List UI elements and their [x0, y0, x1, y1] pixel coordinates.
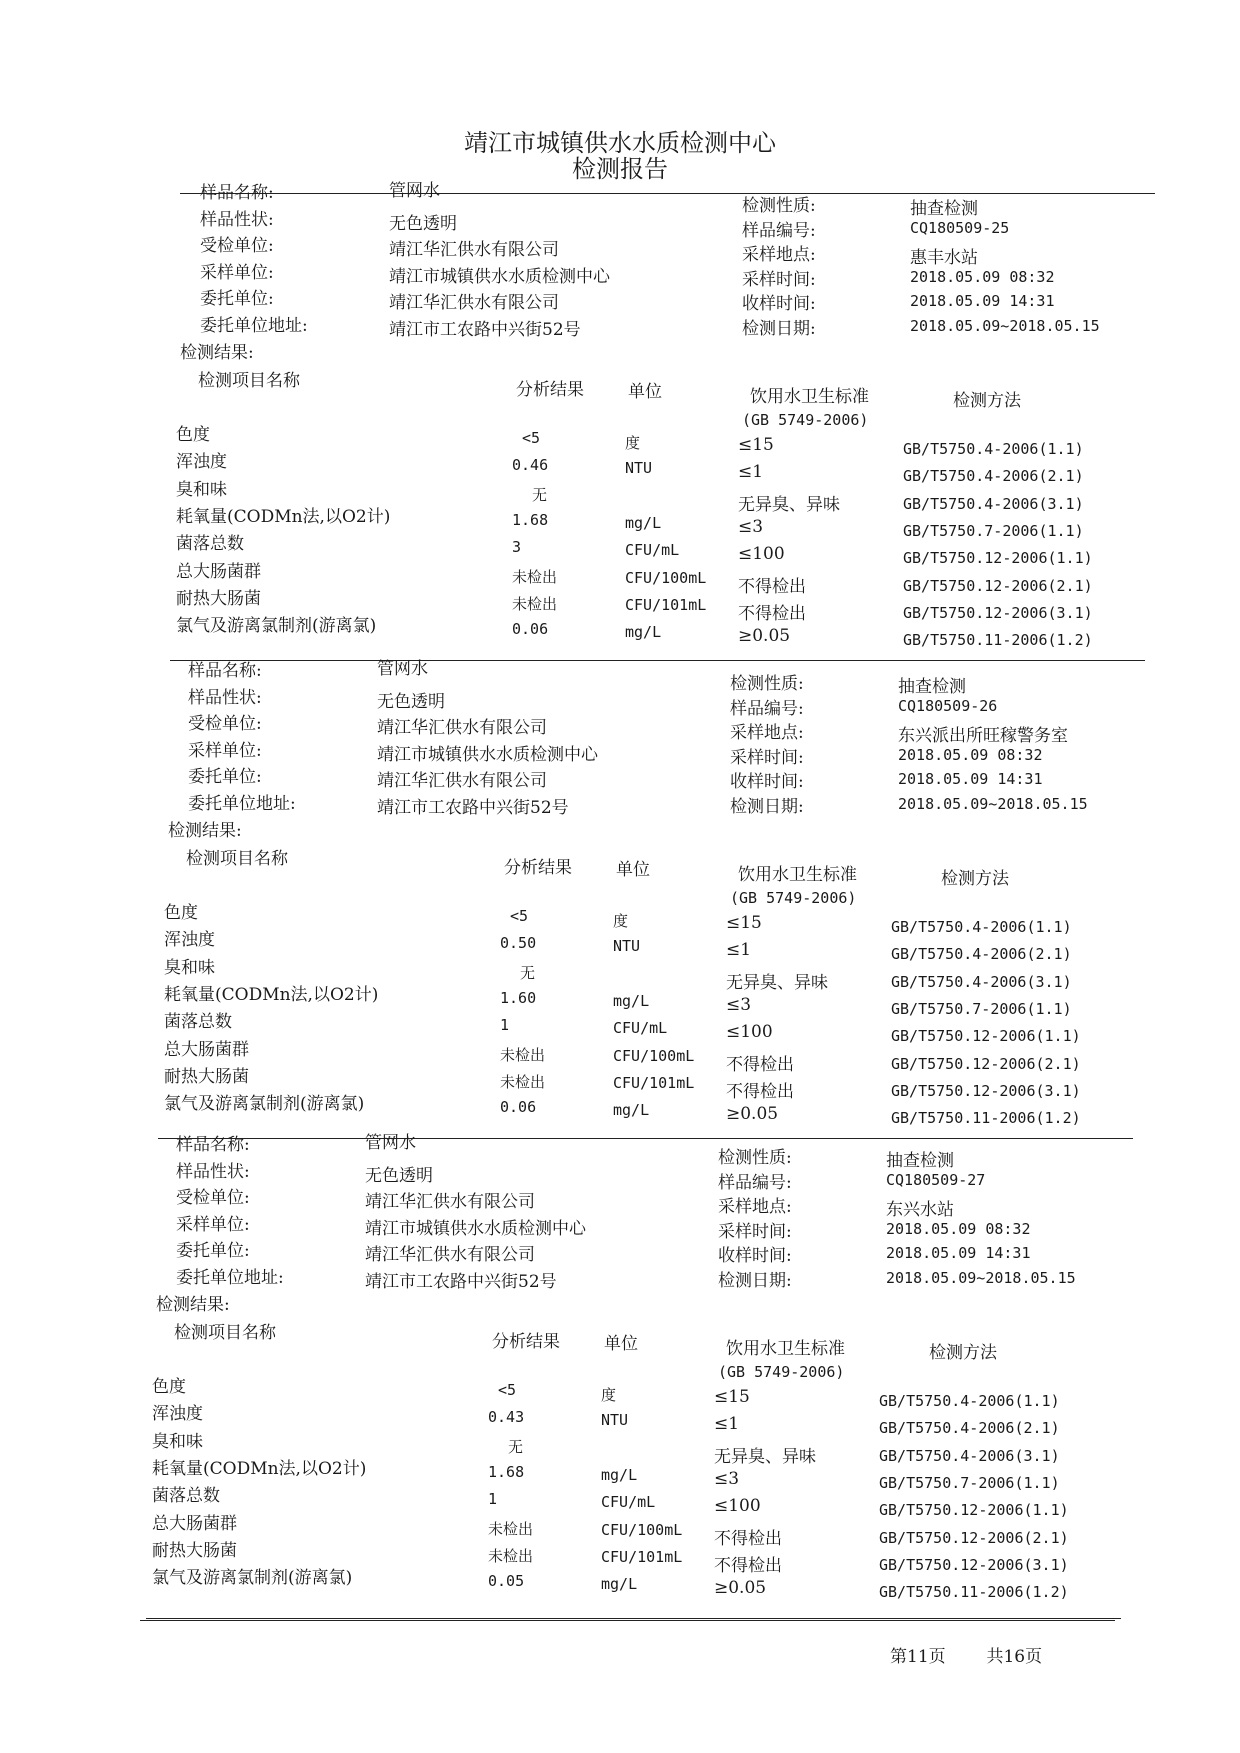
table-row-standard: ≤1 — [726, 940, 752, 961]
sampling-time-label: 采样时间: — [718, 1221, 792, 1242]
table-row-result: 无 — [508, 1437, 524, 1456]
entrust-unit-label: 委托单位: — [200, 289, 274, 309]
sample-state-label: 样品性状: — [176, 1161, 250, 1182]
sample-number-label: 样品编号: — [718, 1172, 792, 1193]
table-row-item: 浑浊度 — [164, 930, 215, 951]
test-date-value: 2018.05.09~2018.05.15 — [886, 1268, 1076, 1287]
sample-number-label: 样品编号: — [730, 698, 804, 719]
sampling-unit-label: 采样单位: — [188, 740, 262, 761]
col-header-method: 检测方法 — [929, 1343, 997, 1363]
table-row-result: 0.50 — [500, 934, 537, 953]
entrust-unit-label: 委托单位: — [188, 767, 262, 787]
table-row-standard: ≤1 — [714, 1414, 740, 1435]
col-header-standard-ref: (GB 5749-2006) — [730, 889, 857, 907]
table-row-result: 未检出 — [500, 1072, 546, 1091]
entrust-address-value: 靖江市工农路中兴街52号 — [377, 797, 569, 818]
table-row-method: GB/T5750.4-2006(2.1) — [903, 467, 1084, 486]
col-header-result: 分析结果 — [492, 1332, 560, 1352]
table-row-unit: CFU/100mL — [625, 568, 707, 587]
inspected-unit-label: 受检单位: — [200, 236, 274, 256]
sample-state-label: 样品性状: — [188, 687, 262, 708]
table-row-result: 1 — [500, 1016, 510, 1035]
table-row-unit: mg/L — [625, 513, 662, 532]
sample-number-label: 样品编号: — [742, 220, 816, 241]
table-row-standard: 不得检出 — [714, 1555, 782, 1576]
table-row-item: 浑浊度 — [176, 452, 227, 473]
table-row-method: GB/T5750.11-2006(1.2) — [891, 1109, 1081, 1128]
sample-name-value: 管网水 — [389, 181, 440, 201]
table-row-result: 未检出 — [488, 1546, 534, 1565]
table-row-item: 色度 — [176, 425, 210, 445]
sample-name-value: 管网水 — [377, 659, 428, 679]
table-row-unit: CFU/mL — [601, 1493, 656, 1512]
table-row-item: 氯气及游离氯制剂(游离氯) — [164, 1094, 365, 1115]
table-row-item: 耗氧量(CODMn法,以O2计) — [176, 506, 391, 527]
sample-name-label: 样品名称: — [176, 1135, 250, 1155]
table-row-result: 无 — [520, 963, 536, 982]
sample-number-value: CQ180509-26 — [898, 696, 998, 715]
table-row-method: GB/T5750.7-2006(1.1) — [879, 1473, 1060, 1492]
table-row-unit: mg/L — [625, 623, 662, 642]
table-row-method: GB/T5750.4-2006(1.1) — [903, 440, 1084, 458]
receive-time-value: 2018.05.09 14:31 — [898, 770, 1043, 788]
table-row-standard: 不得检出 — [738, 603, 806, 624]
table-row-standard: ≤15 — [726, 913, 762, 933]
table-row-standard: ≤1 — [738, 462, 764, 483]
entrust-address-label: 委托单位地址: — [188, 793, 296, 814]
col-header-unit: 单位 — [604, 1334, 638, 1354]
test-nature-value: 抽查检测 — [898, 677, 966, 697]
table-row-result: 0.46 — [512, 456, 549, 475]
receive-time-label: 收样时间: — [718, 1246, 792, 1266]
table-row-standard: 不得检出 — [726, 1081, 794, 1102]
sample-name-label: 样品名称: — [200, 183, 274, 203]
test-date-label: 检测日期: — [718, 1270, 792, 1291]
table-row-standard: ≤100 — [726, 1022, 773, 1043]
sampling-unit-value: 靖江市城镇供水水质检测中心 — [377, 744, 598, 765]
entrust-unit-label: 委托单位: — [176, 1241, 250, 1261]
sample-block — [0, 478, 1240, 1128]
table-row-item: 耐热大肠菌 — [176, 588, 261, 609]
table-row-method: GB/T5750.4-2006(2.1) — [891, 945, 1072, 964]
sampling-unit-value: 靖江市城镇供水水质检测中心 — [365, 1218, 586, 1239]
sample-block — [0, 0, 1240, 650]
sampling-unit-label: 采样单位: — [176, 1214, 250, 1235]
receive-time-value: 2018.05.09 14:31 — [886, 1244, 1031, 1262]
table-row-result: 1.68 — [512, 510, 549, 529]
table-row-unit: mg/L — [601, 1575, 638, 1594]
table-row-result: 1 — [488, 1490, 498, 1509]
table-row-item: 耐热大肠菌 — [164, 1066, 249, 1087]
table-row-method: GB/T5750.12-2006(3.1) — [903, 603, 1093, 622]
table-row-standard: 无异臭、异味 — [714, 1446, 816, 1467]
sampling-site-label: 采样地点: — [718, 1197, 792, 1217]
table-row-item: 氯气及游离氯制剂(游离氯) — [152, 1568, 353, 1589]
table-row-unit: CFU/101mL — [625, 595, 707, 614]
table-row-unit: mg/L — [601, 1465, 638, 1484]
table-row-item: 菌落总数 — [164, 1012, 232, 1033]
test-date-value: 2018.05.09~2018.05.15 — [898, 794, 1088, 813]
table-row-standard: 不得检出 — [726, 1054, 794, 1075]
sample-name-label: 样品名称: — [188, 661, 262, 681]
sample-block — [0, 952, 1240, 1602]
entrust-unit-value: 靖江华汇供水有限公司 — [389, 293, 559, 313]
table-row-method: GB/T5750.4-2006(3.1) — [891, 972, 1072, 991]
table-row-standard: ≤15 — [738, 435, 774, 455]
inspected-unit-label: 受检单位: — [188, 714, 262, 734]
sample-name-value: 管网水 — [365, 1133, 416, 1153]
table-row-result: <5 — [522, 429, 541, 447]
table-row-method: GB/T5750.4-2006(3.1) — [879, 1446, 1060, 1465]
table-row-unit: NTU — [601, 1411, 629, 1430]
table-row-result: <5 — [510, 907, 529, 925]
inspected-unit-label: 受检单位: — [176, 1188, 250, 1208]
entrust-address-value: 靖江市工农路中兴街52号 — [389, 319, 581, 340]
inspected-unit-value: 靖江华汇供水有限公司 — [377, 718, 547, 738]
table-row-method: GB/T5750.11-2006(1.2) — [879, 1583, 1069, 1602]
entrust-unit-value: 靖江华汇供水有限公司 — [377, 771, 547, 791]
col-header-standard: 饮用水卫生标准 — [726, 1339, 845, 1359]
table-row-result: 未检出 — [488, 1519, 534, 1538]
table-row-result: 0.43 — [488, 1408, 525, 1427]
table-row-standard: ≥0.05 — [738, 626, 791, 647]
table-row-result: 无 — [532, 485, 548, 504]
table-row-method: GB/T5750.12-2006(2.1) — [891, 1054, 1081, 1073]
table-row-method: GB/T5750.4-2006(3.1) — [903, 494, 1084, 513]
sample-state-value: 无色透明 — [377, 691, 445, 712]
report-subtitle: 检测报告 — [572, 155, 668, 183]
sampling-site-value: 惠丰水站 — [910, 248, 978, 268]
block-rule — [146, 1618, 1121, 1619]
table-row-standard: 不得检出 — [714, 1528, 782, 1549]
table-row-method: GB/T5750.7-2006(1.1) — [891, 999, 1072, 1018]
table-row-result: 0.05 — [488, 1572, 525, 1591]
table-row-result: 1.68 — [488, 1462, 525, 1481]
table-row-method: GB/T5750.4-2006(1.1) — [879, 1392, 1060, 1410]
test-date-label: 检测日期: — [730, 796, 804, 817]
table-row-result: 未检出 — [512, 594, 558, 613]
col-header-method: 检测方法 — [941, 869, 1009, 889]
table-row-item: 浑浊度 — [152, 1404, 203, 1425]
table-row-standard: 不得检出 — [738, 576, 806, 597]
sampling-time-label: 采样时间: — [730, 747, 804, 768]
results-label: 检测结果: — [156, 1295, 230, 1315]
test-nature-label: 检测性质: — [742, 196, 816, 216]
table-row-method: GB/T5750.12-2006(2.1) — [879, 1528, 1069, 1547]
inspected-unit-value: 靖江华汇供水有限公司 — [365, 1192, 535, 1212]
sampling-time-value: 2018.05.09 08:32 — [910, 267, 1055, 286]
results-label: 检测结果: — [180, 343, 254, 363]
page-footer — [890, 1642, 1042, 1667]
col-header-result: 分析结果 — [504, 858, 572, 878]
table-row-item: 臭和味 — [176, 479, 227, 500]
table-row-unit: 度 — [613, 912, 629, 930]
table-row-standard: ≥0.05 — [726, 1104, 779, 1125]
table-row-result: 1.60 — [500, 988, 537, 1007]
test-nature-label: 检测性质: — [718, 1148, 792, 1168]
col-header-unit: 单位 — [616, 860, 650, 880]
table-row-item: 耗氧量(CODMn法,以O2计) — [152, 1458, 367, 1479]
table-row-method: GB/T5750.12-2006(3.1) — [891, 1081, 1081, 1100]
table-row-result: 未检出 — [512, 567, 558, 586]
table-row-unit: mg/L — [613, 1101, 650, 1120]
receive-time-label: 收样时间: — [742, 294, 816, 314]
test-nature-value: 抽查检测 — [886, 1151, 954, 1171]
page-number: 第11页 — [890, 1647, 946, 1667]
table-row-unit: CFU/mL — [613, 1019, 668, 1038]
table-row-unit: CFU/101mL — [613, 1073, 695, 1092]
table-row-item: 耐热大肠菌 — [152, 1540, 237, 1561]
inspected-unit-value: 靖江华汇供水有限公司 — [389, 240, 559, 260]
footer-rule — [140, 1620, 1115, 1621]
table-row-unit: CFU/100mL — [601, 1520, 683, 1539]
receive-time-value: 2018.05.09 14:31 — [910, 292, 1055, 310]
results-label: 检测结果: — [168, 821, 242, 841]
table-row-unit: CFU/101mL — [601, 1547, 683, 1566]
table-row-method: GB/T5750.11-2006(1.2) — [903, 631, 1093, 650]
table-row-result: <5 — [498, 1381, 517, 1399]
table-row-method: GB/T5750.4-2006(1.1) — [891, 918, 1072, 936]
sampling-time-value: 2018.05.09 08:32 — [886, 1219, 1031, 1238]
col-header-standard-ref: (GB 5749-2006) — [742, 411, 869, 429]
test-date-label: 检测日期: — [742, 318, 816, 339]
test-nature-value: 抽查检测 — [910, 199, 978, 219]
table-row-result: 0.06 — [500, 1098, 537, 1117]
col-header-standard-ref: (GB 5749-2006) — [718, 1363, 845, 1381]
sample-state-value: 无色透明 — [389, 213, 457, 234]
receive-time-label: 收样时间: — [730, 772, 804, 792]
table-row-standard: ≤3 — [726, 994, 752, 1015]
col-header-item: 检测项目名称 — [186, 849, 288, 869]
table-row-method: GB/T5750.12-2006(3.1) — [879, 1555, 1069, 1574]
table-row-method: GB/T5750.4-2006(2.1) — [879, 1419, 1060, 1438]
entrust-address-value: 靖江市工农路中兴街52号 — [365, 1271, 557, 1292]
table-row-method: GB/T5750.7-2006(1.1) — [903, 521, 1084, 540]
table-row-unit: NTU — [625, 459, 653, 478]
table-row-item: 菌落总数 — [176, 534, 244, 555]
sampling-site-value: 东兴派出所旺稼警务室 — [898, 726, 1068, 746]
sample-state-label: 样品性状: — [200, 209, 274, 230]
col-header-unit: 单位 — [628, 382, 662, 402]
table-row-result: 0.06 — [512, 620, 549, 639]
table-row-standard: ≤3 — [738, 516, 764, 537]
table-row-item: 臭和味 — [164, 957, 215, 978]
table-row-item: 总大肠菌群 — [176, 561, 261, 582]
sampling-unit-value: 靖江市城镇供水水质检测中心 — [389, 266, 610, 287]
table-row-item: 总大肠菌群 — [164, 1039, 249, 1060]
table-row-method: GB/T5750.12-2006(2.1) — [903, 576, 1093, 595]
table-row-unit: NTU — [613, 937, 641, 956]
col-header-item: 检测项目名称 — [174, 1323, 276, 1343]
table-row-method: GB/T5750.12-2006(1.1) — [879, 1501, 1069, 1520]
table-row-standard: ≥0.05 — [714, 1578, 767, 1599]
table-row-unit: CFU/100mL — [613, 1046, 695, 1065]
table-row-item: 菌落总数 — [152, 1486, 220, 1507]
sampling-site-label: 采样地点: — [730, 723, 804, 743]
table-row-item: 耗氧量(CODMn法,以O2计) — [164, 984, 379, 1005]
table-row-method: GB/T5750.12-2006(1.1) — [891, 1027, 1081, 1046]
table-row-standard: ≤3 — [714, 1468, 740, 1489]
table-row-item: 总大肠菌群 — [152, 1513, 237, 1534]
table-row-item: 氯气及游离氯制剂(游离氯) — [176, 616, 377, 637]
table-row-item: 臭和味 — [152, 1431, 203, 1452]
table-row-unit: mg/L — [613, 991, 650, 1010]
col-header-item: 检测项目名称 — [198, 371, 300, 391]
table-row-standard: ≤100 — [738, 544, 785, 565]
sample-state-value: 无色透明 — [365, 1165, 433, 1186]
test-date-value: 2018.05.09~2018.05.15 — [910, 316, 1100, 335]
col-header-method: 检测方法 — [953, 391, 1021, 411]
table-row-unit: 度 — [601, 1386, 617, 1404]
col-header-standard: 饮用水卫生标准 — [738, 865, 857, 885]
table-row-unit: CFU/mL — [625, 541, 680, 560]
table-row-standard: 无异臭、异味 — [738, 494, 840, 515]
table-row-standard: ≤100 — [714, 1496, 761, 1517]
table-row-result: 3 — [512, 538, 522, 557]
sampling-site-label: 采样地点: — [742, 245, 816, 265]
entrust-unit-value: 靖江华汇供水有限公司 — [365, 1245, 535, 1265]
table-row-item: 色度 — [152, 1377, 186, 1397]
sample-number-value: CQ180509-27 — [886, 1170, 986, 1189]
sampling-unit-label: 采样单位: — [200, 262, 274, 283]
table-row-unit: 度 — [625, 434, 641, 452]
table-row-standard: 无异臭、异味 — [726, 972, 828, 993]
table-row-standard: ≤15 — [714, 1387, 750, 1407]
sampling-site-value: 东兴水站 — [886, 1200, 954, 1220]
entrust-address-label: 委托单位地址: — [176, 1267, 284, 1288]
table-row-method: GB/T5750.12-2006(1.1) — [903, 549, 1093, 568]
sample-number-value: CQ180509-25 — [910, 218, 1010, 237]
col-header-standard: 饮用水卫生标准 — [750, 387, 869, 407]
table-row-item: 色度 — [164, 903, 198, 923]
report-title: 靖江市城镇供水水质检测中心 — [464, 129, 776, 157]
entrust-address-label: 委托单位地址: — [200, 315, 308, 336]
col-header-result: 分析结果 — [516, 380, 584, 400]
sampling-time-value: 2018.05.09 08:32 — [898, 745, 1043, 764]
sampling-time-label: 采样时间: — [742, 269, 816, 290]
page-total: 共16页 — [986, 1647, 1043, 1667]
table-row-result: 未检出 — [500, 1045, 546, 1064]
test-nature-label: 检测性质: — [730, 674, 804, 694]
